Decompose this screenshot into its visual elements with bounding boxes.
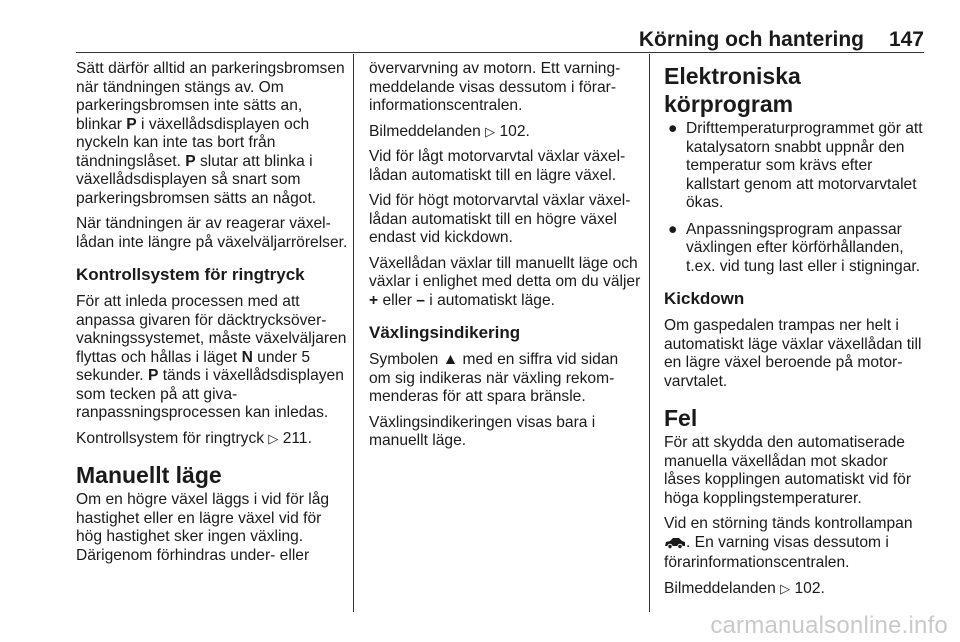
paragraph-overrev: övervarvning av motorn. Ett varningmeddelande visas dessutom i förarinformationscentralen. bbox=[369, 60, 621, 114]
column-3 bbox=[664, 60, 926, 605]
page-reference-icon: ▷ bbox=[485, 123, 496, 139]
bullet-icon: ● bbox=[668, 120, 678, 137]
paragraph-high-rpm: Vid för högt motorvarvtal växlar växellådan automatiskt till en högre växel endast vid kickdown. bbox=[369, 192, 631, 246]
heading-shift-indicator: Växlingsindikering bbox=[369, 323, 521, 342]
heading-manual-mode: Manuellt läge bbox=[76, 462, 222, 488]
paragraph-parking-brake: Sätt därför alltid an parkeringsbromsen när tändningen stängs av. Om parkeringsbromsen inte sätts an, blinkar P i växellådsdisplayen och nyckeln kan inte tas bort från tändningslåset. P slutar att blinka i växellådsdisplayen så snart som parkeringsbromsen sätts an något. bbox=[76, 60, 345, 207]
page-header bbox=[0, 0, 960, 60]
heading-kickdown: Kickdown bbox=[664, 289, 745, 308]
page-reference-icon: ▷ bbox=[780, 580, 791, 596]
heading-fault: Fel bbox=[664, 405, 698, 431]
section-title: Körning och hantering bbox=[638, 28, 864, 51]
paragraph-low-rpm: Vid för lågt motorvarvtal växlar växellådan automatiskt till en lägre växel. bbox=[369, 148, 626, 184]
heading-ring-pressure: Kontrollsystem för ringtryck bbox=[76, 265, 305, 284]
column-divider-1 bbox=[353, 54, 354, 612]
paragraph-tire-sensor: För att inleda processen med att anpassa givaren för däcktrycksövervakningssystemet, måste växelväljaren flyttas och hållas i läget N under 5 sekunder. P tänds i växellådsdisplayen som tecken på att givaranpassningsprocessen kan inledas. bbox=[76, 293, 347, 421]
column-2 bbox=[369, 60, 641, 458]
column-divider-2 bbox=[649, 54, 650, 612]
paragraph-manual-mode: Om en högre växel läggs i vid för låg hastighet eller en lägre växel vid för hög hastighet sker ingen växling. Därigenom förhindras under- eller bbox=[76, 491, 330, 564]
column-1 bbox=[76, 60, 350, 572]
reference-vehicle-messages[interactable]: Bilmeddelanden ▷ 102. bbox=[369, 122, 530, 140]
shift-up-arrow-icon: ▲ bbox=[442, 351, 459, 368]
watermark: carmanualsonline.info bbox=[710, 612, 948, 639]
heading-electronic-programs: Elektroniska körprogram bbox=[664, 63, 801, 117]
paragraph-kickdown: Om gaspedalen trampas ner helt i automatiskt läge växlar växellådan till en lägre växel beroende på motorvarvtalet. bbox=[664, 317, 922, 390]
gearbox-warning-car-icon bbox=[664, 536, 686, 555]
paragraph-clutch-protection: För att skydda den automatiserade manuella växellådan mot skador låses kopplingen automatiskt vid för höga kopplingstemperaturer. bbox=[664, 434, 912, 507]
reference-vehicle-messages-2[interactable]: Bilmeddelanden ▷ 102. bbox=[664, 579, 825, 597]
list-item: ● Anpassningsprogram anpassar växlingen efter körförhållanden, t.ex. vid tung last eller i stigningar. bbox=[668, 220, 921, 275]
bullet-icon: ● bbox=[668, 220, 678, 238]
paragraph-shift-symbol: Symbolen ▲ med en siffra vid sidan om sig indikeras när växling rekommenderas för att spara bränsle. bbox=[369, 351, 619, 405]
paragraph-manual-switch: Växellådan växlar till manuellt läge och växlar i enlighet med detta om du väljer + eller – i automatiskt läge. bbox=[369, 254, 641, 309]
program-list bbox=[664, 120, 926, 276]
paragraph-warning-lamp: Vid en störning tänds kontrollampan . En varning visas dessutom i förarinformationscentralen. bbox=[664, 515, 913, 571]
paragraph-shift-manual-only: Växlingsindikeringen visas bara i manuellt läge. bbox=[369, 413, 596, 449]
page-number: 147 bbox=[888, 28, 924, 51]
paragraph-ignition-off: När tändningen är av reagerar växellådan inte längre på växelväljarrörelser. bbox=[76, 215, 348, 251]
header-rule bbox=[76, 52, 924, 53]
reference-ring-pressure[interactable]: Kontrollsystem för ringtryck ▷ 211. bbox=[76, 429, 312, 447]
list-item: ● Drifttemperaturprogrammet gör att katalysatorn snabbt uppnår den temperatur som krävs efter kallstart genom att motorvarvtalet ökas. bbox=[668, 120, 923, 211]
page-reference-icon: ▷ bbox=[268, 430, 279, 446]
